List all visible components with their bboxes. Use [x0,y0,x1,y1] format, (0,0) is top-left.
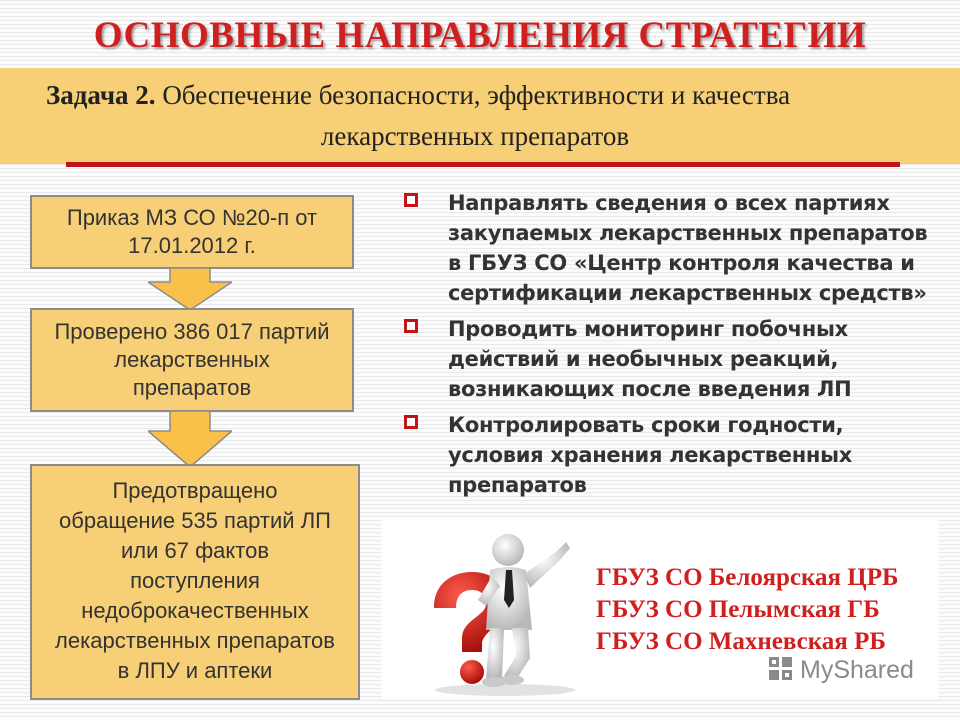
task-text-line-1: Обеспечение безопасности, эффективности и качества [162,80,791,110]
order-box-line: 17.01.2012 г. [128,233,256,258]
bullet-line: закупаемых лекарственных препаратов [448,221,928,245]
bullet-list [402,188,952,506]
checked-box-line: Проверено 386 017 партий [54,319,330,344]
bullet-item [402,410,952,500]
square-bullet-icon [404,193,418,207]
prevented-box-line: поступления [130,568,260,593]
prevented-box-line: обращение 535 партий ЛП [59,508,331,533]
checked-box-line: препаратов [132,375,252,400]
myshared-watermark: MyShared [800,656,914,684]
square-bullet-icon [404,415,418,429]
bullet-line: в ГБУЗ СО «Центр контроля качества и [448,251,915,275]
prevented-box [30,464,360,700]
organization-name: ГБУЗ СО Пелымская ГБ [596,596,880,623]
down-arrow-icon [148,268,232,310]
prevented-box-line: в ЛПУ и аптеки [117,658,273,683]
order-box [30,195,354,269]
square-bullet-icon [404,319,418,333]
task-heading [46,80,790,111]
bullet-line: условия хранения лекарственных [448,443,853,467]
myshared-logo-icon [768,656,794,682]
organization-name: ГБУЗ СО Махневская РБ [596,628,886,655]
bullet-line: действий и необычных реакций, [448,347,839,371]
bullet-item [402,314,952,404]
slide-title: ОСНОВНЫЕ НАПРАВЛЕНИЯ СТРАТЕГИИ [93,15,867,56]
prevented-box-line: или 67 фактов [120,538,270,563]
bullet-line: Направлять сведения о всех партиях [448,191,890,215]
bullet-line: сертификации лекарственных средств» [448,281,927,305]
task-text-line-2: лекарственных препаратов [320,121,630,151]
prevented-box-line: недоброкачественных [81,598,309,623]
bullet-line: препаратов [448,473,587,497]
task-label: Задача 2. [46,80,156,110]
prevented-box-line: лекарственных препаратов [55,628,335,653]
bullet-line: Проводить мониторинг побочных [448,317,848,341]
organization-name: ГБУЗ СО Белоярская ЦРБ [596,564,899,591]
prevented-box-line: Предотвращено [112,478,278,503]
checked-box [30,308,354,412]
question-man-illustration-icon [420,530,590,698]
bullet-line: возникающих после введения ЛП [448,377,852,401]
checked-box-line: лекарственных [114,347,270,372]
bullet-line: Контролировать сроки годности, [448,413,844,437]
bullet-item [402,188,952,308]
order-box-line: Приказ МЗ СО №20-п от [66,205,318,230]
down-arrow-icon [148,411,232,467]
divider-line [66,162,900,167]
